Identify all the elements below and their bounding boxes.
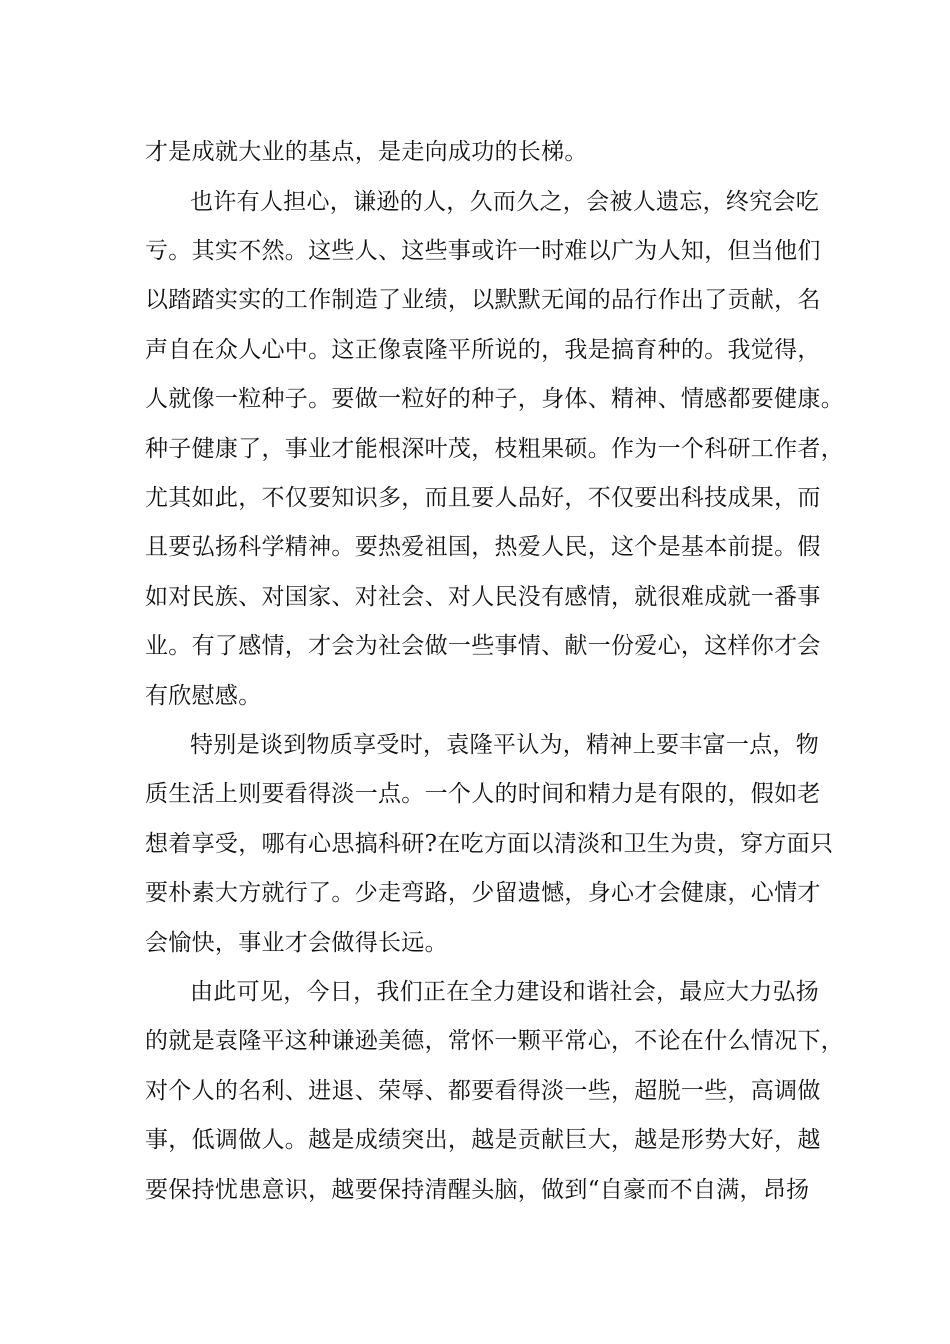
text-line: 事，低调做人。越是成绩突出，越是贡献巨大，越是形势大好，越 xyxy=(145,1127,821,1153)
paragraph-start-line: 特别是谈到物质享受时，袁隆平认为，精神上要丰富一点，物 xyxy=(190,732,820,758)
text-line: 会愉快，事业才会做得长远。 xyxy=(145,930,448,956)
text-line: 有欣慰感。 xyxy=(145,683,262,709)
text-line: 亏。其实不然。这些人、这些事或许一时难以广为人知，但当他们 xyxy=(145,238,821,264)
text-line: 且要弘扬科学精神。要热爱祖国，热爱人民，这个是基本前提。假 xyxy=(145,534,821,560)
text-line: 要朴素大方就行了。少走弯路，少留遗憾，身心才会健康，心情才 xyxy=(145,880,821,906)
text-line: 想着享受，哪有心思搞科研?在吃方面以清淡和卫生为贵，穿方面只 xyxy=(145,831,834,857)
text-line: 如对民族、对国家、对社会、对人民没有感情，就很难成就一番事 xyxy=(145,584,821,610)
paragraph-start-line: 由此可见，今日，我们正在全力建设和谐社会，最应大力弘扬 xyxy=(190,979,820,1005)
text-line: 业。有了感情，才会为社会做一些事情、献一份爱心，这样你才会 xyxy=(145,633,821,659)
text-line: 要保持忧患意识，越要保持清醒头脑，做到“自豪而不自满，昂扬 xyxy=(145,1177,810,1203)
text-line: 对个人的名利、进退、荣辱、都要看得淡一些，超脱一些，高调做 xyxy=(145,1078,821,1104)
paragraph-start-line: 也许有人担心，谦逊的人，久而久之，会被人遗忘，终究会吃 xyxy=(190,189,820,215)
text-line: 尤其如此，不仅要知识多，而且要人品好，不仅要出科技成果，而 xyxy=(145,485,821,511)
text-line: 质生活上则要看得淡一点。一个人的时间和精力是有限的，假如老 xyxy=(145,781,821,807)
text-line: 声自在众人心中。这正像袁隆平所说的，我是搞育种的。我觉得， xyxy=(145,337,821,363)
text-line: 的就是袁隆平这种谦逊美德，常怀一颗平常心，不论在什么情况下， xyxy=(145,1028,844,1054)
text-line: 种子健康了，事业才能根深叶茂，枝粗果硕。作为一个科研工作者， xyxy=(145,436,844,462)
text-line: 人就像一粒种子。要做一粒好的种子，身体、精神、情感都要健康。 xyxy=(145,386,844,412)
text-line: 以踏踏实实的工作制造了业绩，以默默无闻的品行作出了贡献，名 xyxy=(145,287,821,313)
text-line: 才是成就大业的基点，是走向成功的长梯。 xyxy=(145,139,588,165)
